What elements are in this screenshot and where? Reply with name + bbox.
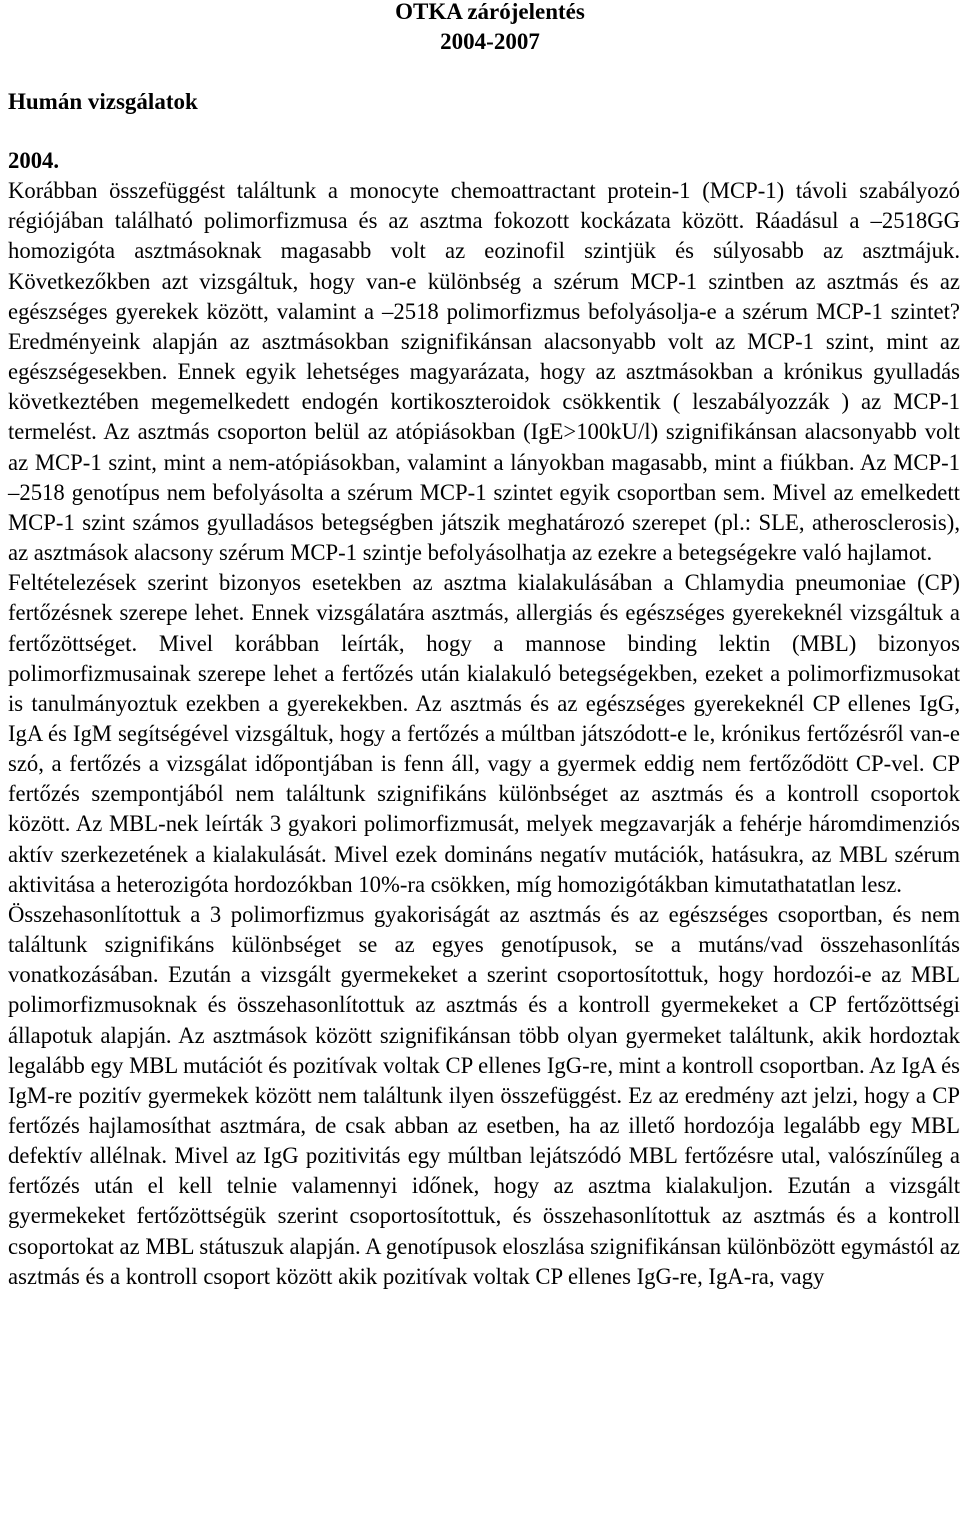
report-years: 2004-2007	[440, 29, 540, 54]
paragraph-chlamydia: Feltételezések szerint bizonyos esetekben az asztma kialakulásában a Chlamydia pneumoniae (CP) fertőzésnek szerepe lehet. Ennek vizsgálatára asztmás, allergiás és egészséges gyerekeknél vizsgáltuk a fertőzöttséget. Mivel korábban leírták, hogy a mannose binding lektin (MBL) bizonyos polimorfizmusainak szerepe lehet a fertőzés után kialakuló betegségekben, ezeket a polimorfizmusokat is tanulmányoztuk ezekben a gyerekekben. Az asztmás és az egészséges gyerekeknél CP ellenes IgG, IgA és IgM segítségével vizsgáltuk, hogy a fertőzés a múltban játszódott-e le, krónikus fertőzésről van-e szó, a fertőzés a vizsgálat időpontjában is fenn áll, vagy a gyermek eddig nem fertőződött CP-vel. CP fertőzés szempontjából nem találtunk szignifikáns különbséget az asztmás és a kontroll csoportok között. Az MBL-nek leírták 3 gyakori polimorfizmusát, melyek megzavarják a fehérje háromdimenziós aktív szerkezetének a kialakulását. Mivel ezek domináns negatív mutációk, hatásukra, az MBL szérum aktivitása a heterozigóta hordozókban 10%-ra csökken, míg homozigótákban kimutathatatlan lesz.	[8, 570, 960, 897]
year-label: 2004.	[8, 148, 60, 173]
document-body	[8, 146, 960, 1292]
paragraph-polymorphism: Összehasonlítottuk a 3 polimorfizmus gyakoriságát az asztmás és az egészséges csoportban, és nem találtunk szignifikáns különbséget se az egyes genotípusok, se a mutáns/vad összehasonlítás vonatkozásában. Ezután a vizsgált gyermekeket a szerint csoportosítottuk, hogy hordozói-e az MBL polimorfizmusoknak és összehasonlítottuk az asztmás és a kontroll gyermekeket a CP fertőzöttségi állapotuk alapján. Az asztmások között szignifikánsan több olyan gyermeket találtunk, akik hordoztak legalább egy MBL mutációt és pozitívak voltak CP ellenes IgG-re, mint a kontroll csoportban. Az IgA és IgM-re pozitív gyermekek között nem találtunk ilyen összefüggést. Ez az eredmény azt jelzi, hogy a CP fertőzés hajlamosíthat asztmára, de csak abban az esetben, ha az illető hordozója legalább egy MBL defektív allélnak. Mivel az IgG pozitivitás egy múltban lejátszódó MBL fertőzésre utal, valószínűleg a fertőzés után el kell telnie valamennyi időnek, hogy az asztma kialakuljon. Ezután a vizsgált gyermekeket fertőzöttségük szerint csoportosítottuk, és összehasonlítottuk az asztmás és a kontroll csoportokat az MBL státuszuk alapján. A genotípusok eloszlása szignifikánsan különbözött egymástól az asztmás és a kontroll csoport között akik pozitívak voltak CP ellenes IgG-re, IgA-ra, vagy	[8, 901, 960, 1289]
section-heading: Humán vizsgálatok	[8, 89, 198, 114]
paragraph-mcp1: Korábban összefüggést találtunk a monocyte chemoattractant protein-1 (MCP-1) távoli szabályozó régiójában található polimorfizmusa és az asztma fokozott kockázata között. Ráadásul a –2518GG homozigóta asztmásoknak magasabb volt az eozinofil szintjük és súlyosabb az asztmájuk. Következőkben azt vizsgáltuk, hogy van-e különbség a szérum MCP-1 szintben az asztmás és az egészséges gyerekek között, valamint a –2518 polimorfizmus befolyásolja-e a szérum MCP-1 szintet? Eredményeink alapján az asztmásokban szignifikánsan alacsonyabb volt az MCP-1 szint, mint az egészségesekben. Ennek egyik lehetséges magyarázata, hogy az asztmásokban a krónikus gyulladás következtében megemelkedett endogén kortikoszteroidok csökkentik ( leszabályozzák ) az MCP-1 termelést. Az asztmás csoporton belül az atópiásokban (IgE>100kU/l) szignifikánsan alacsonyabb volt az MCP-1 szint, mint a nem-atópiásokban, valamint a lányokban magasabb, mint a fiúkban. Az MCP-1 –2518 genotípus nem befolyásolta a szérum MCP-1 szintet egyik csoportban sem. Mivel az emelkedett MCP-1 szint számos gyulladásos betegségben játszik meghatározó szerepet (pl.: SLE, atherosclerosis), az asztmások alacsony szérum MCP-1 szintje befolyásolhatja az ezekre a betegségekre való hajlamot.	[8, 178, 960, 566]
report-title: OTKA zárójelentés	[395, 0, 585, 24]
